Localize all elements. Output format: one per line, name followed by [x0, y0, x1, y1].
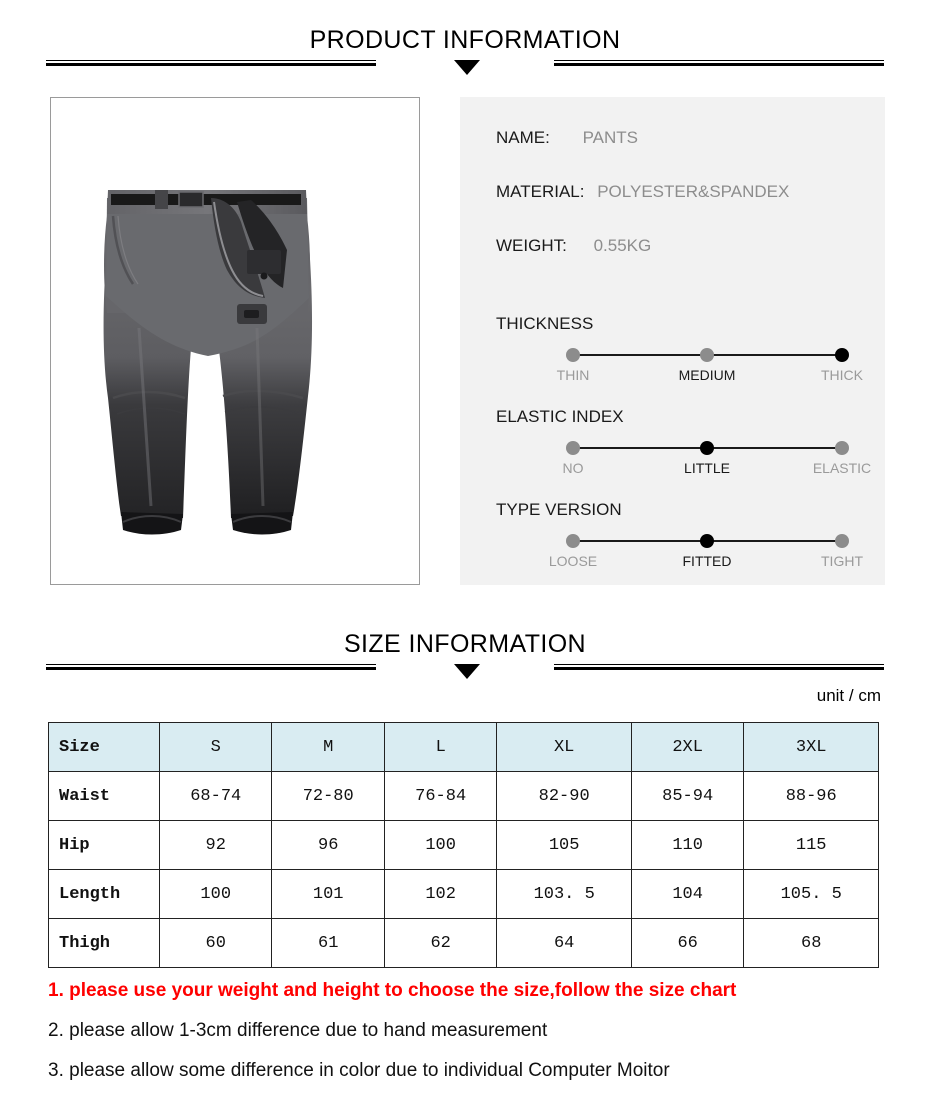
table-header-2xl: 2XL: [631, 723, 743, 772]
page-title: PRODUCT INFORMATION: [309, 26, 621, 54]
product-pants-illustration: [51, 98, 419, 584]
scale-type-option-2: TIGHT: [821, 553, 863, 569]
scale-elastic-dot-elastic[interactable]: [835, 441, 849, 455]
scale-elastic-option-2: ELASTIC: [812, 460, 872, 476]
cell-thigh-l: 62: [384, 919, 496, 968]
row-label-thigh: Thigh: [49, 919, 160, 968]
unit-note: unit / cm: [816, 686, 881, 705]
cell-hip-l: 100: [384, 821, 496, 870]
header-rule-left: [46, 60, 376, 66]
product-image-frame: [50, 97, 420, 585]
scale-elastic-index-labels: [562, 460, 872, 478]
table-header-l: L: [384, 723, 496, 772]
cell-hip-s: 92: [160, 821, 272, 870]
scale-elastic-index-label: ELASTIC INDEX: [496, 407, 624, 426]
spec-row-material: [496, 182, 789, 202]
cell-thigh-m: 61: [272, 919, 384, 968]
cell-waist-m: 72-80: [272, 772, 384, 821]
size-section-title: SIZE INFORMATION: [343, 630, 587, 658]
scale-type-version: [496, 500, 863, 571]
scale-thickness-track[interactable]: [566, 347, 849, 363]
spec-value-material: POLYESTER&SPANDEX: [597, 182, 790, 201]
table-header-s: S: [160, 723, 272, 772]
cell-hip-m: 96: [272, 821, 384, 870]
spec-value-weight: 0.55KG: [593, 236, 652, 255]
spec-row-weight: [496, 236, 651, 256]
scale-thickness-option-0: THIN: [556, 367, 590, 383]
header-rule-right: [554, 60, 884, 66]
cell-thigh-s: 60: [160, 919, 272, 968]
cell-waist-2xl: 85-94: [631, 772, 743, 821]
size-rule-right: [554, 664, 884, 670]
table-header-m: M: [272, 723, 384, 772]
spec-key-material: MATERIAL:: [496, 182, 585, 201]
table-row: [49, 772, 879, 821]
cell-length-l: 102: [384, 870, 496, 919]
scale-thickness-dot-medium[interactable]: [700, 348, 714, 362]
scale-type-option-0: LOOSE: [548, 553, 598, 569]
scale-type-dot-tight[interactable]: [835, 534, 849, 548]
down-triangle-icon: [454, 664, 480, 679]
cell-waist-3xl: 88-96: [744, 772, 879, 821]
cell-waist-s: 68-74: [160, 772, 272, 821]
scale-type-version-track[interactable]: [566, 533, 849, 549]
size-note-3: 3. please allow some difference in color due to individual Computer Moitor: [48, 1060, 670, 1081]
scale-thickness-option-2: THICK: [821, 367, 863, 383]
product-information-header: [0, 8, 930, 78]
scale-elastic-option-1: LITTLE: [684, 460, 730, 476]
scale-thickness-labels: [556, 367, 863, 385]
spec-value-name: PANTS: [582, 128, 638, 147]
cell-length-2xl: 104: [631, 870, 743, 919]
cell-length-s: 100: [160, 870, 272, 919]
scale-type-version-label: TYPE VERSION: [496, 500, 622, 519]
scale-thickness-dot-thin[interactable]: [566, 348, 580, 362]
scale-elastic-dot-no[interactable]: [566, 441, 580, 455]
scale-type-dot-loose[interactable]: [566, 534, 580, 548]
table-row: [49, 919, 879, 968]
size-information-header: [0, 612, 930, 682]
table-header-row: [49, 723, 879, 772]
cell-thigh-2xl: 66: [631, 919, 743, 968]
scale-elastic-option-0: NO: [562, 460, 584, 476]
size-rule-left: [46, 664, 376, 670]
scale-elastic-index: [496, 407, 872, 478]
cell-thigh-xl: 64: [497, 919, 632, 968]
down-triangle-icon: [454, 60, 480, 75]
table-header-xl: XL: [497, 723, 632, 772]
scale-thickness-dot-thick[interactable]: [835, 348, 849, 362]
size-note-1: 1. please use your weight and height to choose the size,follow the size chart: [48, 980, 737, 1001]
row-label-waist: Waist: [49, 772, 160, 821]
scale-elastic-index-track[interactable]: [566, 440, 849, 456]
cell-length-xl: 103. 5: [497, 870, 632, 919]
size-note-2: 2. please allow 1-3cm difference due to hand measurement: [48, 1020, 548, 1041]
size-notes: [48, 980, 908, 1100]
cell-hip-2xl: 110: [631, 821, 743, 870]
cell-length-m: 101: [272, 870, 384, 919]
scale-thickness: [496, 314, 863, 385]
row-label-length: Length: [49, 870, 160, 919]
cell-waist-l: 76-84: [384, 772, 496, 821]
spec-key-weight: WEIGHT:: [496, 236, 567, 255]
specification-panel: [460, 97, 885, 585]
cell-waist-xl: 82-90: [497, 772, 632, 821]
scale-thickness-option-1: MEDIUM: [678, 367, 736, 383]
cell-length-3xl: 105. 5: [744, 870, 879, 919]
row-label-hip: Hip: [49, 821, 160, 870]
size-chart-table: [48, 722, 879, 968]
cell-thigh-3xl: 68: [744, 919, 879, 968]
scale-thickness-label: THICKNESS: [496, 314, 594, 333]
table-header-size: Size: [49, 723, 160, 772]
scale-type-version-labels: [548, 553, 863, 571]
cell-hip-xl: 105: [497, 821, 632, 870]
table-header-3xl: 3XL: [744, 723, 879, 772]
scale-type-dot-fitted[interactable]: [700, 534, 714, 548]
spec-key-name: NAME:: [496, 128, 550, 147]
table-row: [49, 821, 879, 870]
scale-type-option-1: FITTED: [682, 553, 732, 569]
scale-elastic-dot-little[interactable]: [700, 441, 714, 455]
table-row: [49, 870, 879, 919]
spec-row-name: [496, 128, 638, 148]
cell-hip-3xl: 115: [744, 821, 879, 870]
